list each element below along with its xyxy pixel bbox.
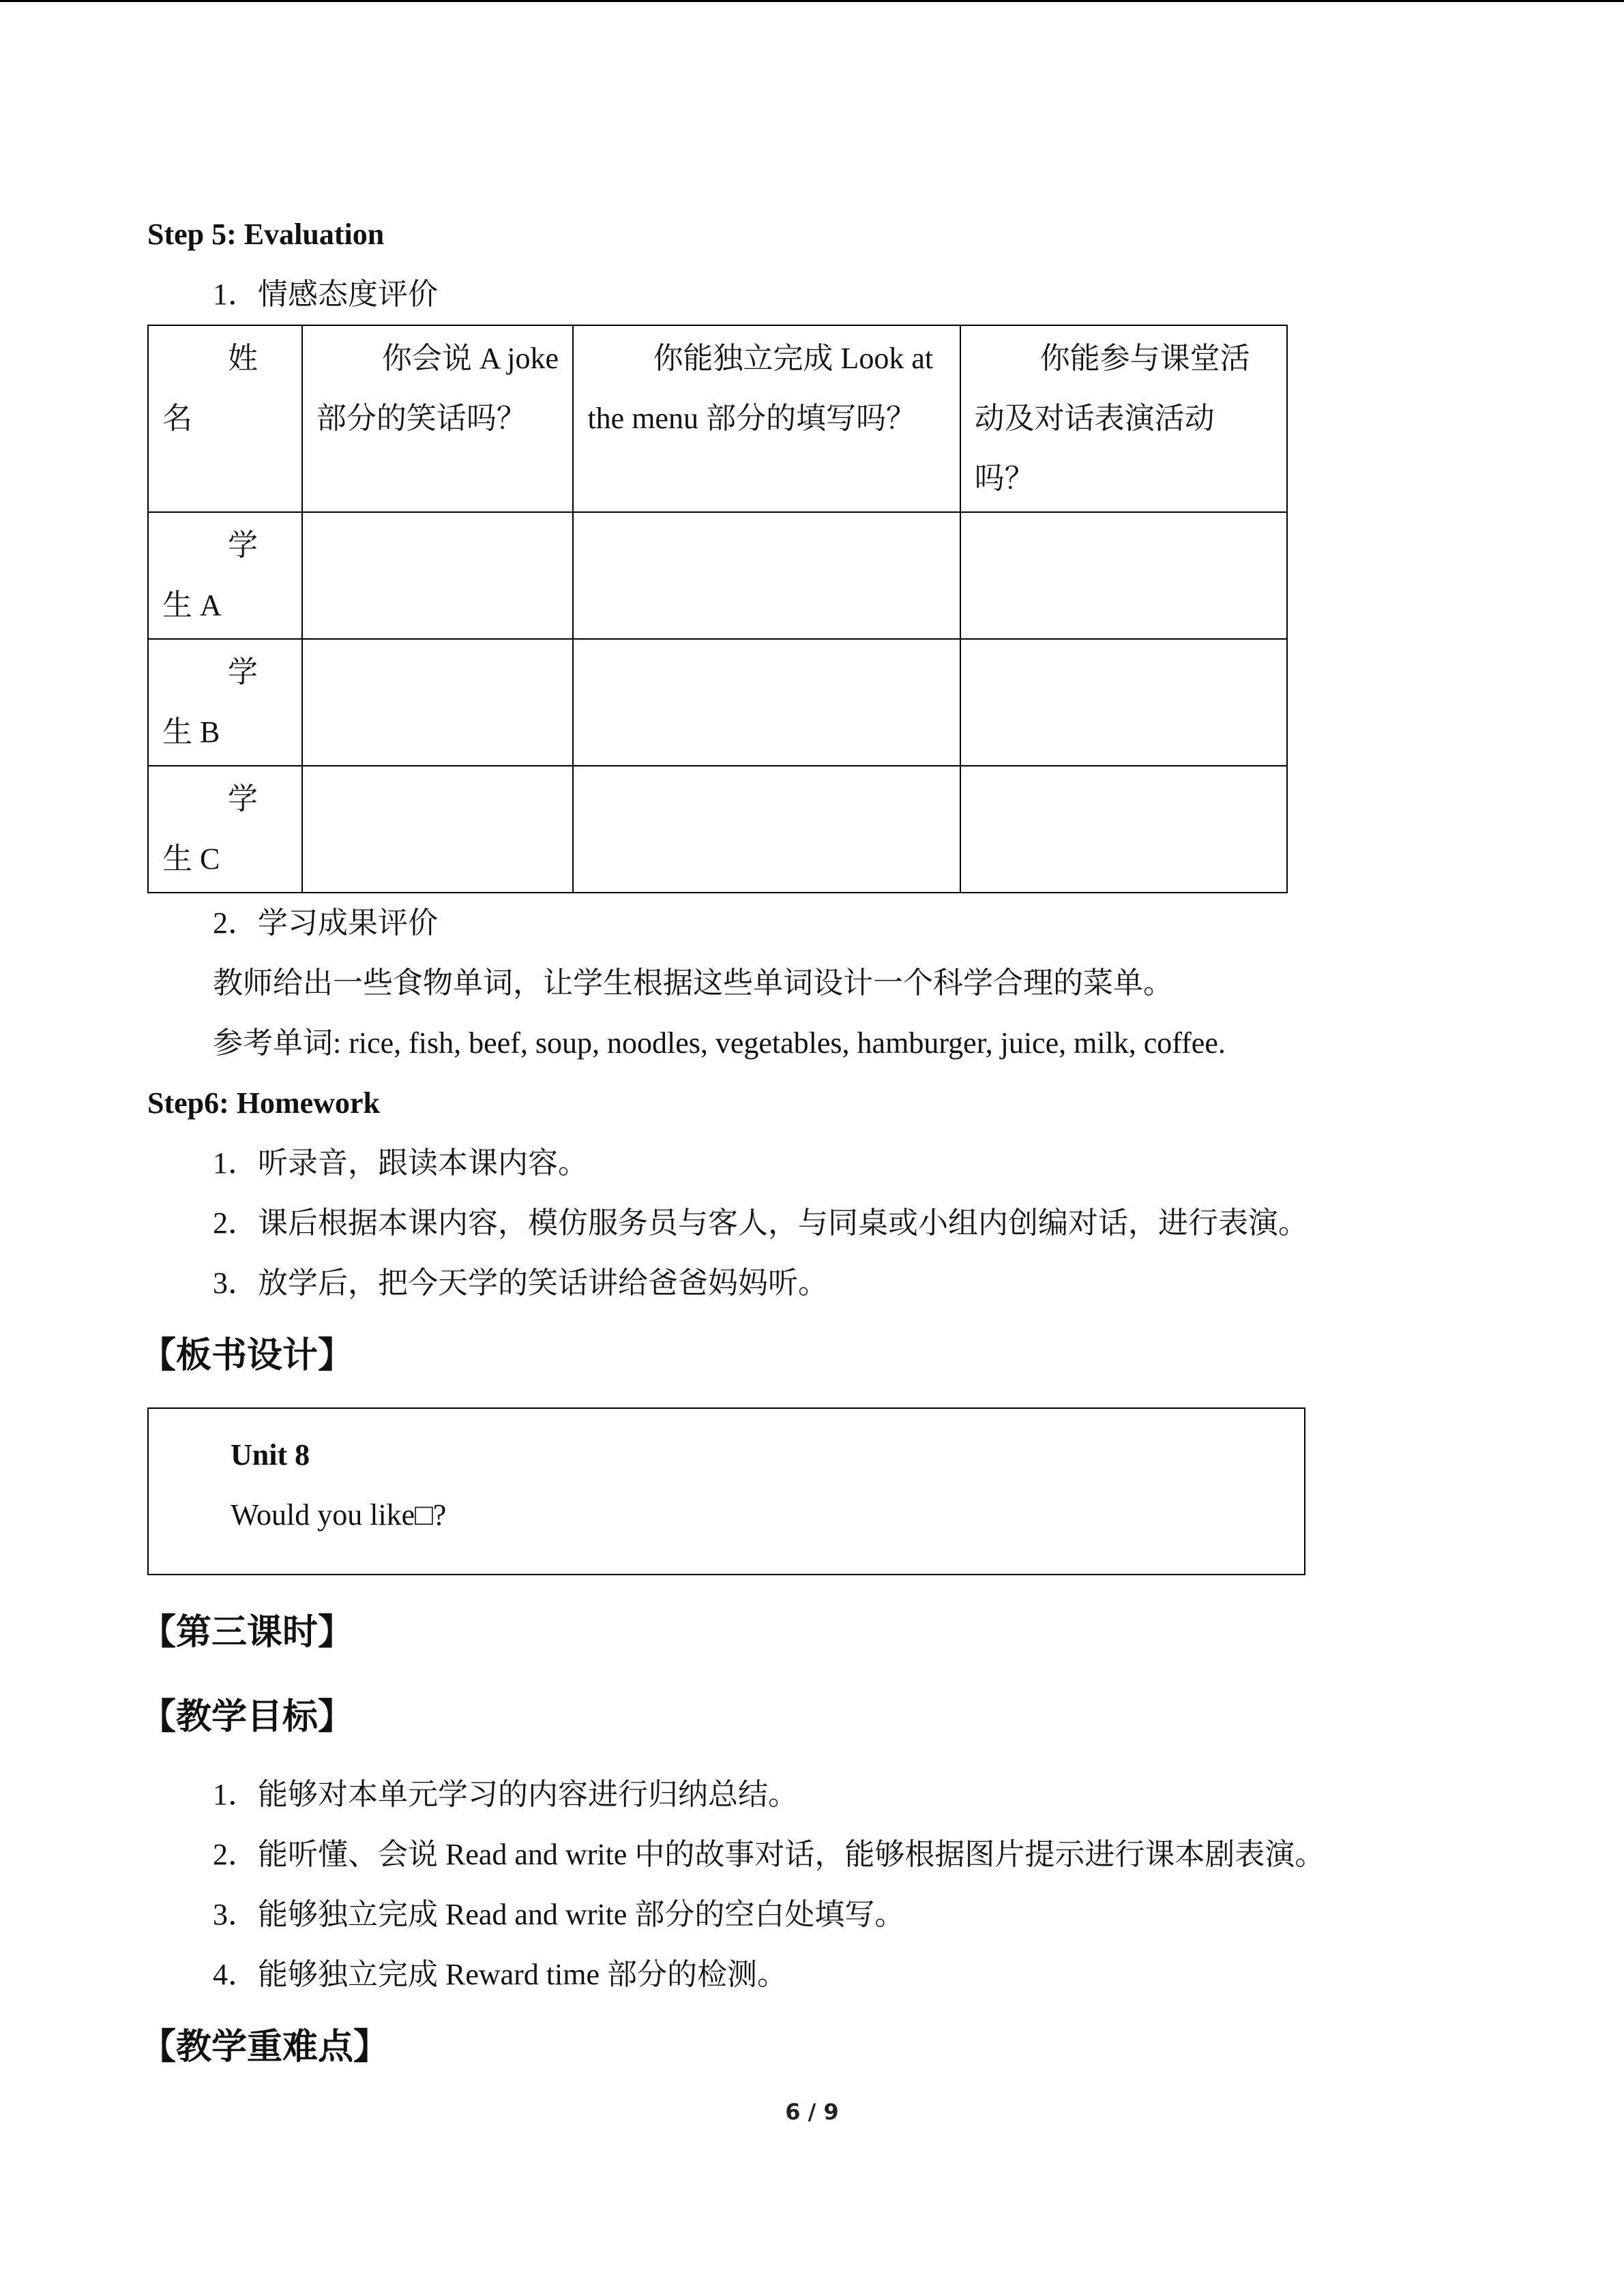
- board-design-box: [147, 1407, 1305, 1575]
- step5-paragraph-1: 教师给出一些食物单词，让学生根据这些单词设计一个科学合理的菜单。: [213, 966, 1173, 1000]
- table-cell: [148, 512, 302, 639]
- table-cell: [573, 512, 960, 639]
- teaching-goals-heading: 【教学目标】: [141, 1697, 354, 1738]
- header-menu: 你能独立完成 Look at the menu 部分的填写吗？: [587, 342, 934, 435]
- table-header-cell: [302, 325, 574, 512]
- table-cell: [573, 766, 960, 893]
- board-unit-title: Unit 8: [231, 1438, 310, 1472]
- lesson3-heading: 【第三课时】: [141, 1612, 354, 1653]
- board-design-heading: 【板书设计】: [141, 1335, 354, 1376]
- header-activity: 你能参与课堂活动及对话表演活动吗？: [974, 342, 1250, 495]
- table-cell: [960, 639, 1287, 766]
- evaluation-table: [147, 325, 1288, 893]
- table-header-row: [148, 325, 1287, 512]
- student-c-name: 学生 C: [162, 782, 258, 876]
- step5-heading: Step 5: Evaluation: [147, 218, 385, 251]
- table-header-cell: [573, 325, 960, 512]
- table-header-cell: [148, 325, 302, 512]
- table-cell: [302, 512, 574, 639]
- goal-item: 2．能听懂、会说 Read and write 中的故事对话，能够根据图片提示进行课本剧表演。: [213, 1838, 1325, 1871]
- table-row: [148, 766, 1287, 893]
- student-a-name: 学生 A: [162, 528, 258, 622]
- table-row: [148, 512, 1287, 639]
- table-cell: [960, 766, 1287, 893]
- header-name: 姓名: [162, 342, 258, 435]
- goal-item: 3．能够独立完成 Read and write 部分的空白处填写。: [213, 1898, 905, 1931]
- homework-item: 3．放学后，把今天学的笑话讲给爸爸妈妈听。: [213, 1266, 828, 1300]
- page-number: 6 / 9: [785, 2099, 839, 2125]
- top-border-line: [0, 0, 1624, 2]
- table-header-cell: [960, 325, 1287, 512]
- student-b-name: 学生 B: [162, 655, 258, 749]
- table-cell: [302, 766, 574, 893]
- homework-item: 1．听录音，跟读本课内容。: [213, 1146, 588, 1180]
- table-cell: [148, 766, 302, 893]
- step6-heading: Step6: Homework: [147, 1086, 380, 1120]
- goal-item: 1．能够对本单元学习的内容进行归纳总结。: [213, 1778, 798, 1811]
- table-cell: [573, 639, 960, 766]
- board-sentence: Would you like□?: [231, 1498, 447, 1532]
- document-page: [141, 205, 1484, 2089]
- table-cell: [960, 512, 1287, 639]
- key-difficult-points-heading: 【教学重难点】: [141, 2027, 389, 2068]
- table-row: [148, 639, 1287, 766]
- goal-item: 4．能够独立完成 Reward time 部分的检测。: [213, 1958, 788, 1991]
- step5-paragraph-2: 参考单词: rice, fish, beef, soup, noodles, vegetables, hamburger, juice, milk, coffee.: [213, 1026, 1226, 1060]
- header-joke: 你会说 A joke 部分的笑话吗？: [316, 342, 559, 435]
- table-cell: [302, 639, 574, 766]
- step5-item-2: 2．学习成果评价: [213, 906, 438, 940]
- step5-item-1: 1．情感态度评价: [213, 278, 438, 311]
- homework-item: 2．课后根据本课内容，模仿服务员与客人，与同桌或小组内创编对话，进行表演。: [213, 1206, 1308, 1240]
- table-cell: [148, 639, 302, 766]
